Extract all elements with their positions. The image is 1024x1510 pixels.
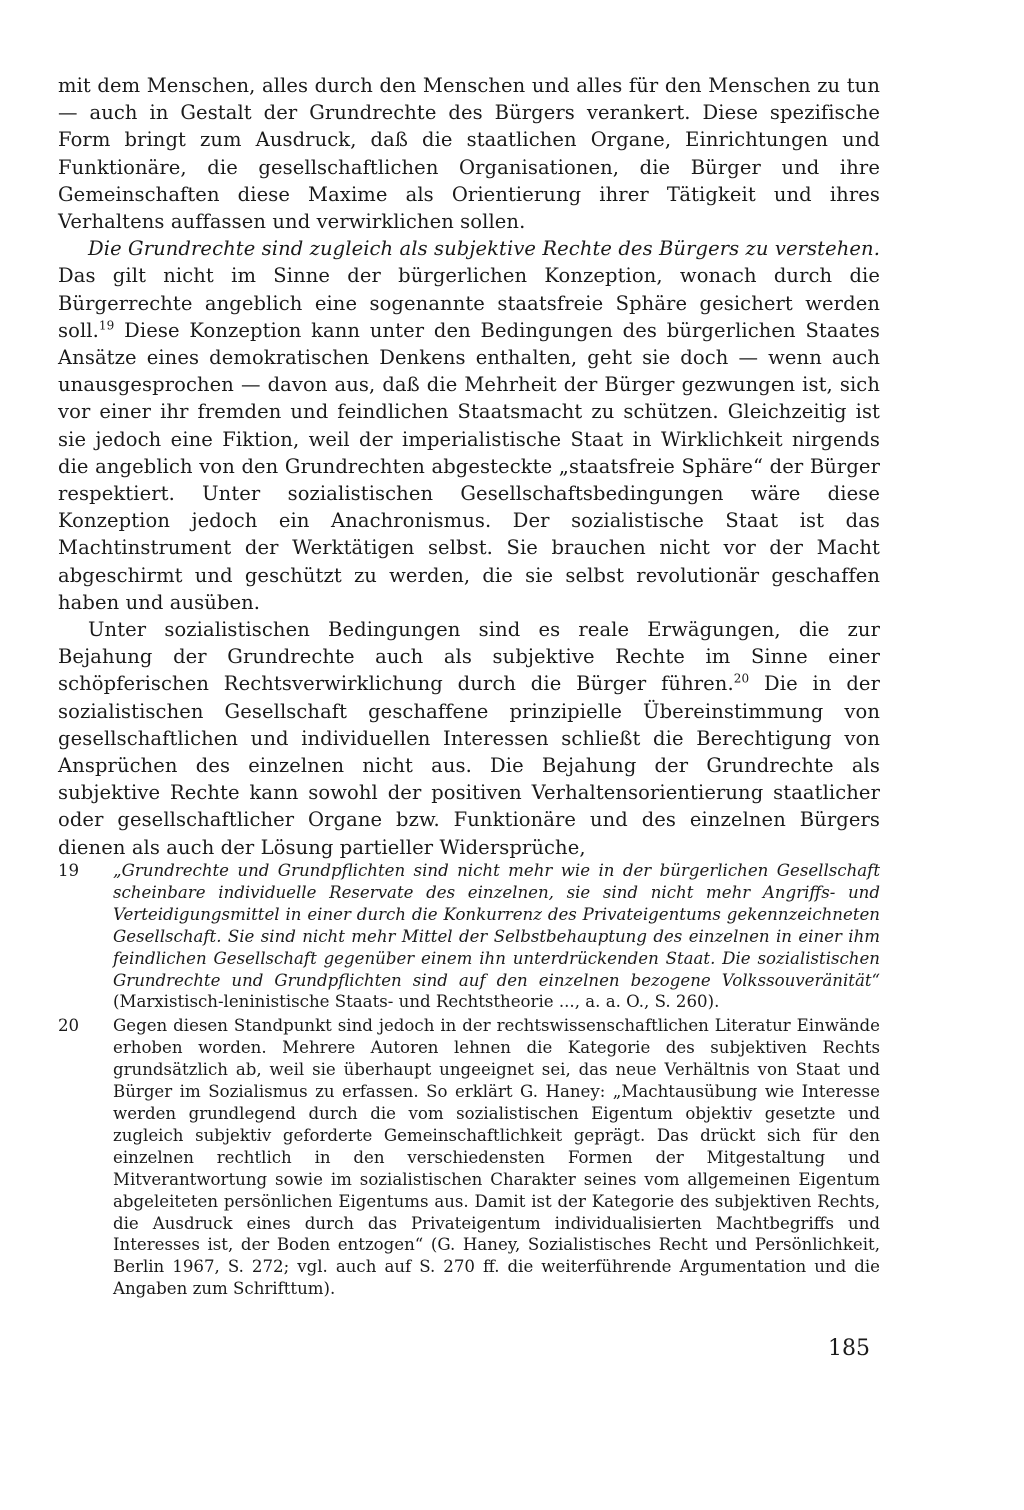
paragraph-3-text-b: Die in der sozialistischen Gesellschaft geschaffene prinzipielle Übereinstimmung von gesellschaftlichen und individuellen Interessen schließt die Berechtigung von Ansprüchen des einzelnen nicht aus. Die Bejahung der Grundrechte als subjektive Rechte kann sowohl der positiven Verhaltensorientierung staatlicher oder gesellschaftlicher Organe bzw. Funktionäre und des einzelnen Bürgers dienen als auch der Lösung partieller Widersprüche,	[58, 672, 880, 859]
footnote-quote: „Grundrechte und Grundpflichten sind nicht mehr wie in der bürgerlichen Gesellschaft scheinbare individuelle Reservate des einzelnen, sie sind nicht mehr Angriffs- und Verteidigungsmittel in einer durch die Konkurrenz des Privateigentums gekennzeichneten Gesellschaft. Sie sind nicht mehr Mittel der Selbstbehauptung des einzelnen in einer ihm feindlichen Gesellschaft gegenüber einem ihn unterdrückenden Staat. Die sozialistischen Grundrechte und Grundpflichten sind auf den einzelnen bezogene Volkssouveränität“	[113, 861, 880, 990]
paragraph-2-text-b: Diese Konzeption kann unter den Bedingungen des bürgerlichen Staates Ansätze eines demokratischen Denkens enthalten, geht sie doch — wenn auch unausgesprochen — davon aus, daß die Mehrheit der Bürger gezwungen ist, sich vor einer ihr fremden und feindlichen Staatsmacht zu schützen. Gleichzeitig ist sie jedoch eine Fiktion, weil der imperialistische Staat in Wirklichkeit nirgends die angeblich von den Grundrechten abgesteckte „staatsfreie Sphäre“ der Bürger respektiert. Unter sozialistischen Gesellschaftsbedingungen wäre diese Konzeption jedoch ein Anachronismus. Der sozialistische Staat ist das Machtinstrument der Werktätigen selbst. Sie brauchen nicht vor der Macht abgeschirmt und geschützt zu werden, die sie selbst revolutionär geschaffen haben und ausüben.	[58, 318, 880, 614]
footnote-text: (Marxistisch-leninistische Staats- und Rechtstheorie ..., a. a. O., S. 260).	[113, 992, 720, 1012]
page-number: 185	[828, 1336, 870, 1361]
paragraph-3	[58, 616, 880, 861]
footnote-number: 20	[58, 1016, 80, 1036]
footnote-19	[58, 860, 880, 1013]
paragraph-2-italic-lead: Die Grundrechte sind zugleich als subjektive Rechte des Bürgers zu verstehen.	[88, 237, 880, 261]
main-text	[58, 72, 880, 861]
footnote-text: Gegen diesen Standpunkt sind jedoch in der rechtswissenschaftlichen Literatur Einwände erhoben worden. Mehrere Autoren lehnen die Kategorie des subjektiven Rechts grundsätzlich ab, weil sie überhaupt ungeeignet sei, das neue Verhältnis von Staat und Bürger im Sozialismus zu erfassen. So erklärt G. Haney: „Machtausübung wie Interesse werden grundlegend durch die vom sozialistischen Eigentum objektiv gesetzte und zugleich subjektiv geforderte Gemeinschaftlichkeit geprägt. Das drückt sich für den einzelnen rechtlich in den verschiedensten Formen der Mitgestaltung und Mitverantwortung sowie im sozialistischen Charakter seines vom allgemeinen Eigentum abgeleiteten persönlichen Eigentums aus. Damit ist der Kategorie des subjektiven Rechts, die Ausdruck eines durch das Privateigentum individualisierten Machtbegriffs und Interesses ist, der Boden entzogen“ (G. Haney, Sozialistisches Recht und Persönlichkeit, Berlin 1967, S. 272; vgl. auch auf S. 270 ff. die weiterführende Argumentation und die Angaben zum Schrifttum).	[113, 1016, 880, 1299]
paragraph-2	[58, 235, 880, 616]
footnote-20	[58, 1015, 880, 1300]
footnote-ref-19: 19	[98, 318, 115, 333]
footnotes	[58, 860, 880, 1302]
paragraph-3-text-a: Unter sozialistischen Bedingungen sind es reale Erwägungen, die zur Bejahung der Grundrechte auch als subjektive Rechte im Sinne einer schöpferischen Rechtsverwirklichung durch die Bürger führen.	[58, 618, 880, 696]
paragraph-1: mit dem Menschen, alles durch den Menschen und alles für den Menschen zu tun — auch in Gestalt der Grundrechte des Bürgers verankert. Diese spezifische Form bringt zum Ausdruck, daß die staatlichen Organe, Einrichtungen und Funktionäre, die gesellschaftlichen Organisationen, die Bürger und ihre Gemeinschaften diese Maxime als Orientierung ihrer Tätigkeit und ihres Verhaltens auffassen und verwirklichen sollen.	[58, 74, 880, 234]
footnote-number: 19	[58, 861, 80, 880]
paragraph-2-text-a: Das gilt nicht im Sinne der bürgerlichen Konzeption, wonach durch die Bürgerrechte angeblich eine sogenannte staatsfreie Sphäre gesichert werden soll.	[58, 264, 880, 342]
footnote-ref-20: 20	[733, 671, 750, 686]
